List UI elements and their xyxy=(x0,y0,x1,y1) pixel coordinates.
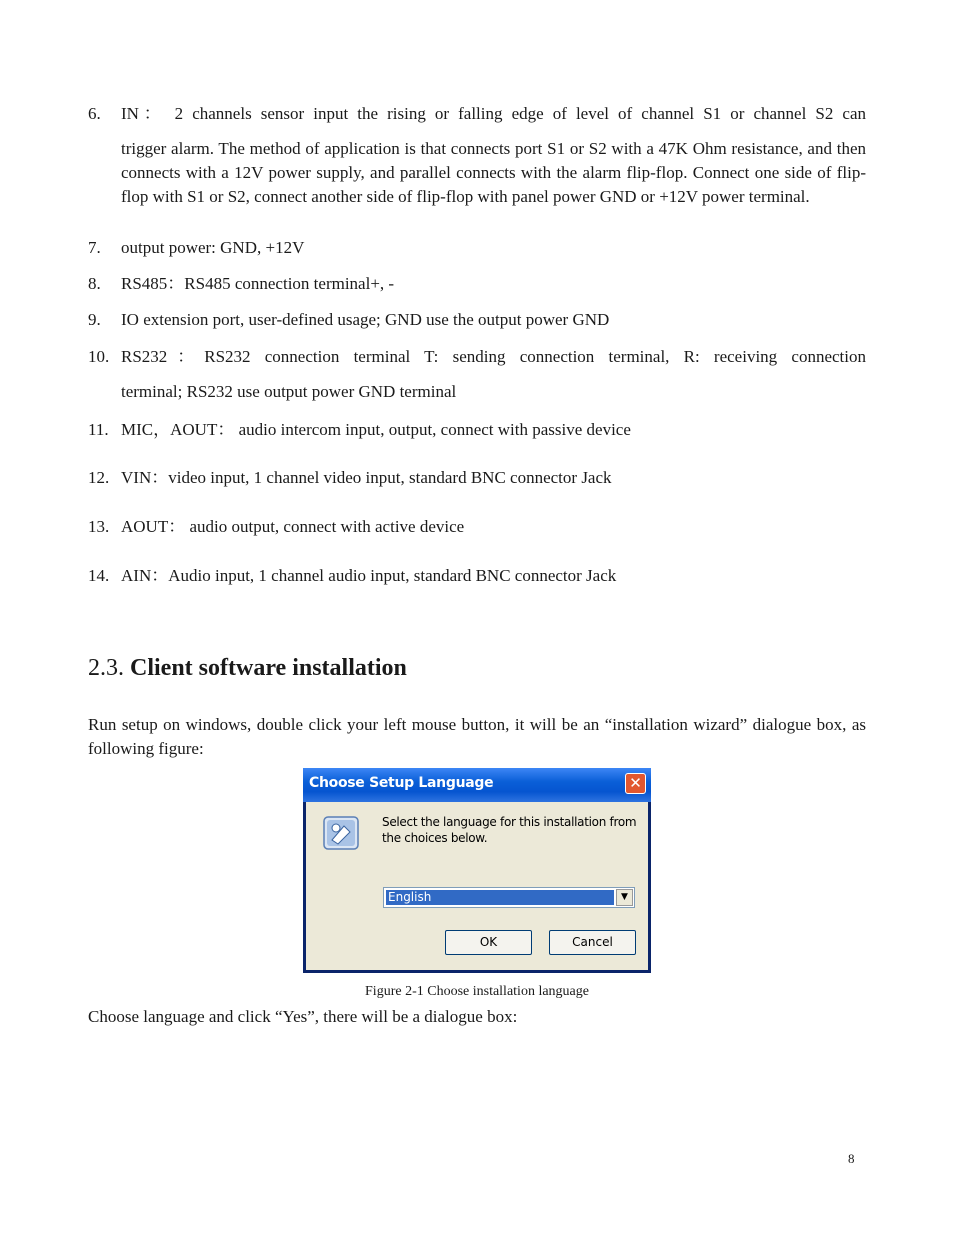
list-item xyxy=(88,564,866,588)
dialog-titlebar[interactable] xyxy=(303,768,651,802)
list-item xyxy=(88,102,866,209)
item-number: 14. xyxy=(88,566,110,585)
list-item xyxy=(88,515,866,539)
ok-button[interactable]: OK xyxy=(445,930,532,955)
item-text-line: IN： 2 channels sensor input the rising or falling edge of level of channel S1 or channel S2 can xyxy=(121,104,866,123)
item-number: 13. xyxy=(88,517,110,536)
figure-caption: Figure 2-1 Choose installation language xyxy=(365,984,589,999)
item-text: IO extension port, user-defined usage; GND use the output power GND xyxy=(121,310,610,329)
item-text: MIC，AOUT： audio intercom input, output, connect with passive device xyxy=(121,420,631,439)
section-title: Client software installation xyxy=(130,655,407,681)
language-select[interactable] xyxy=(383,887,635,908)
item-text: VIN：video input, 1 channel video input, standard BNC connector Jack xyxy=(121,468,612,487)
item-number: 10. xyxy=(88,347,110,366)
section-number: 2.3. xyxy=(88,655,124,681)
section-heading xyxy=(88,652,407,684)
page-number: 8 xyxy=(848,1151,855,1166)
cancel-button[interactable]: Cancel xyxy=(549,930,636,955)
item-number: 7. xyxy=(88,238,101,257)
item-text: terminal; RS232 use output power GND terminal xyxy=(121,382,457,401)
dialog-prompt: Select the language for this installation from the choices below. xyxy=(382,815,637,845)
item-text: AIN：Audio input, 1 channel audio input, standard BNC connector Jack xyxy=(121,566,617,585)
chevron-down-icon[interactable]: ▼ xyxy=(616,889,633,906)
setup-language-dialog xyxy=(303,768,651,973)
item-number: 9. xyxy=(88,310,101,329)
item-number: 6. xyxy=(88,104,101,123)
after-paragraph: Choose language and click “Yes”, there will be a dialogue box: xyxy=(88,1007,518,1026)
item-number: 12. xyxy=(88,468,110,487)
item-text-line: RS232：RS232 connection terminal T: sending connection terminal, R: receiving connection xyxy=(121,347,866,366)
item-text: trigger alarm. The method of application is that connects port S1 or S2 with a 47K Ohm resistance, and then connects with a 12V power supply, and parallel connects with the alarm flip-flop. Connect one side of flip-flop with S1 or S2, connect another side of flip-flop with panel power GND or +12V power terminal. xyxy=(121,139,866,206)
list-item xyxy=(88,418,866,442)
list-item xyxy=(88,466,866,490)
item-text: AOUT： audio output, connect with active device xyxy=(121,517,465,536)
item-number: 11. xyxy=(88,420,109,439)
item-text: RS485：RS485 connection terminal+, - xyxy=(121,274,395,293)
item-number: 8. xyxy=(88,274,101,293)
dialog-client-area xyxy=(306,802,648,970)
list-item xyxy=(88,272,866,296)
setup-icon xyxy=(322,814,360,852)
list-item xyxy=(88,236,866,260)
selected-language: English xyxy=(386,890,614,905)
list-item xyxy=(88,308,866,332)
intro-paragraph: Run setup on windows, double click your left mouse button, it will be an “installation wizard” dialogue box, as following figure: xyxy=(88,715,866,758)
item-text: output power: GND, +12V xyxy=(121,238,305,257)
dialog-title: Choose Setup Language xyxy=(309,775,494,791)
close-icon[interactable]: ✕ xyxy=(625,773,646,794)
list-item xyxy=(88,345,866,404)
